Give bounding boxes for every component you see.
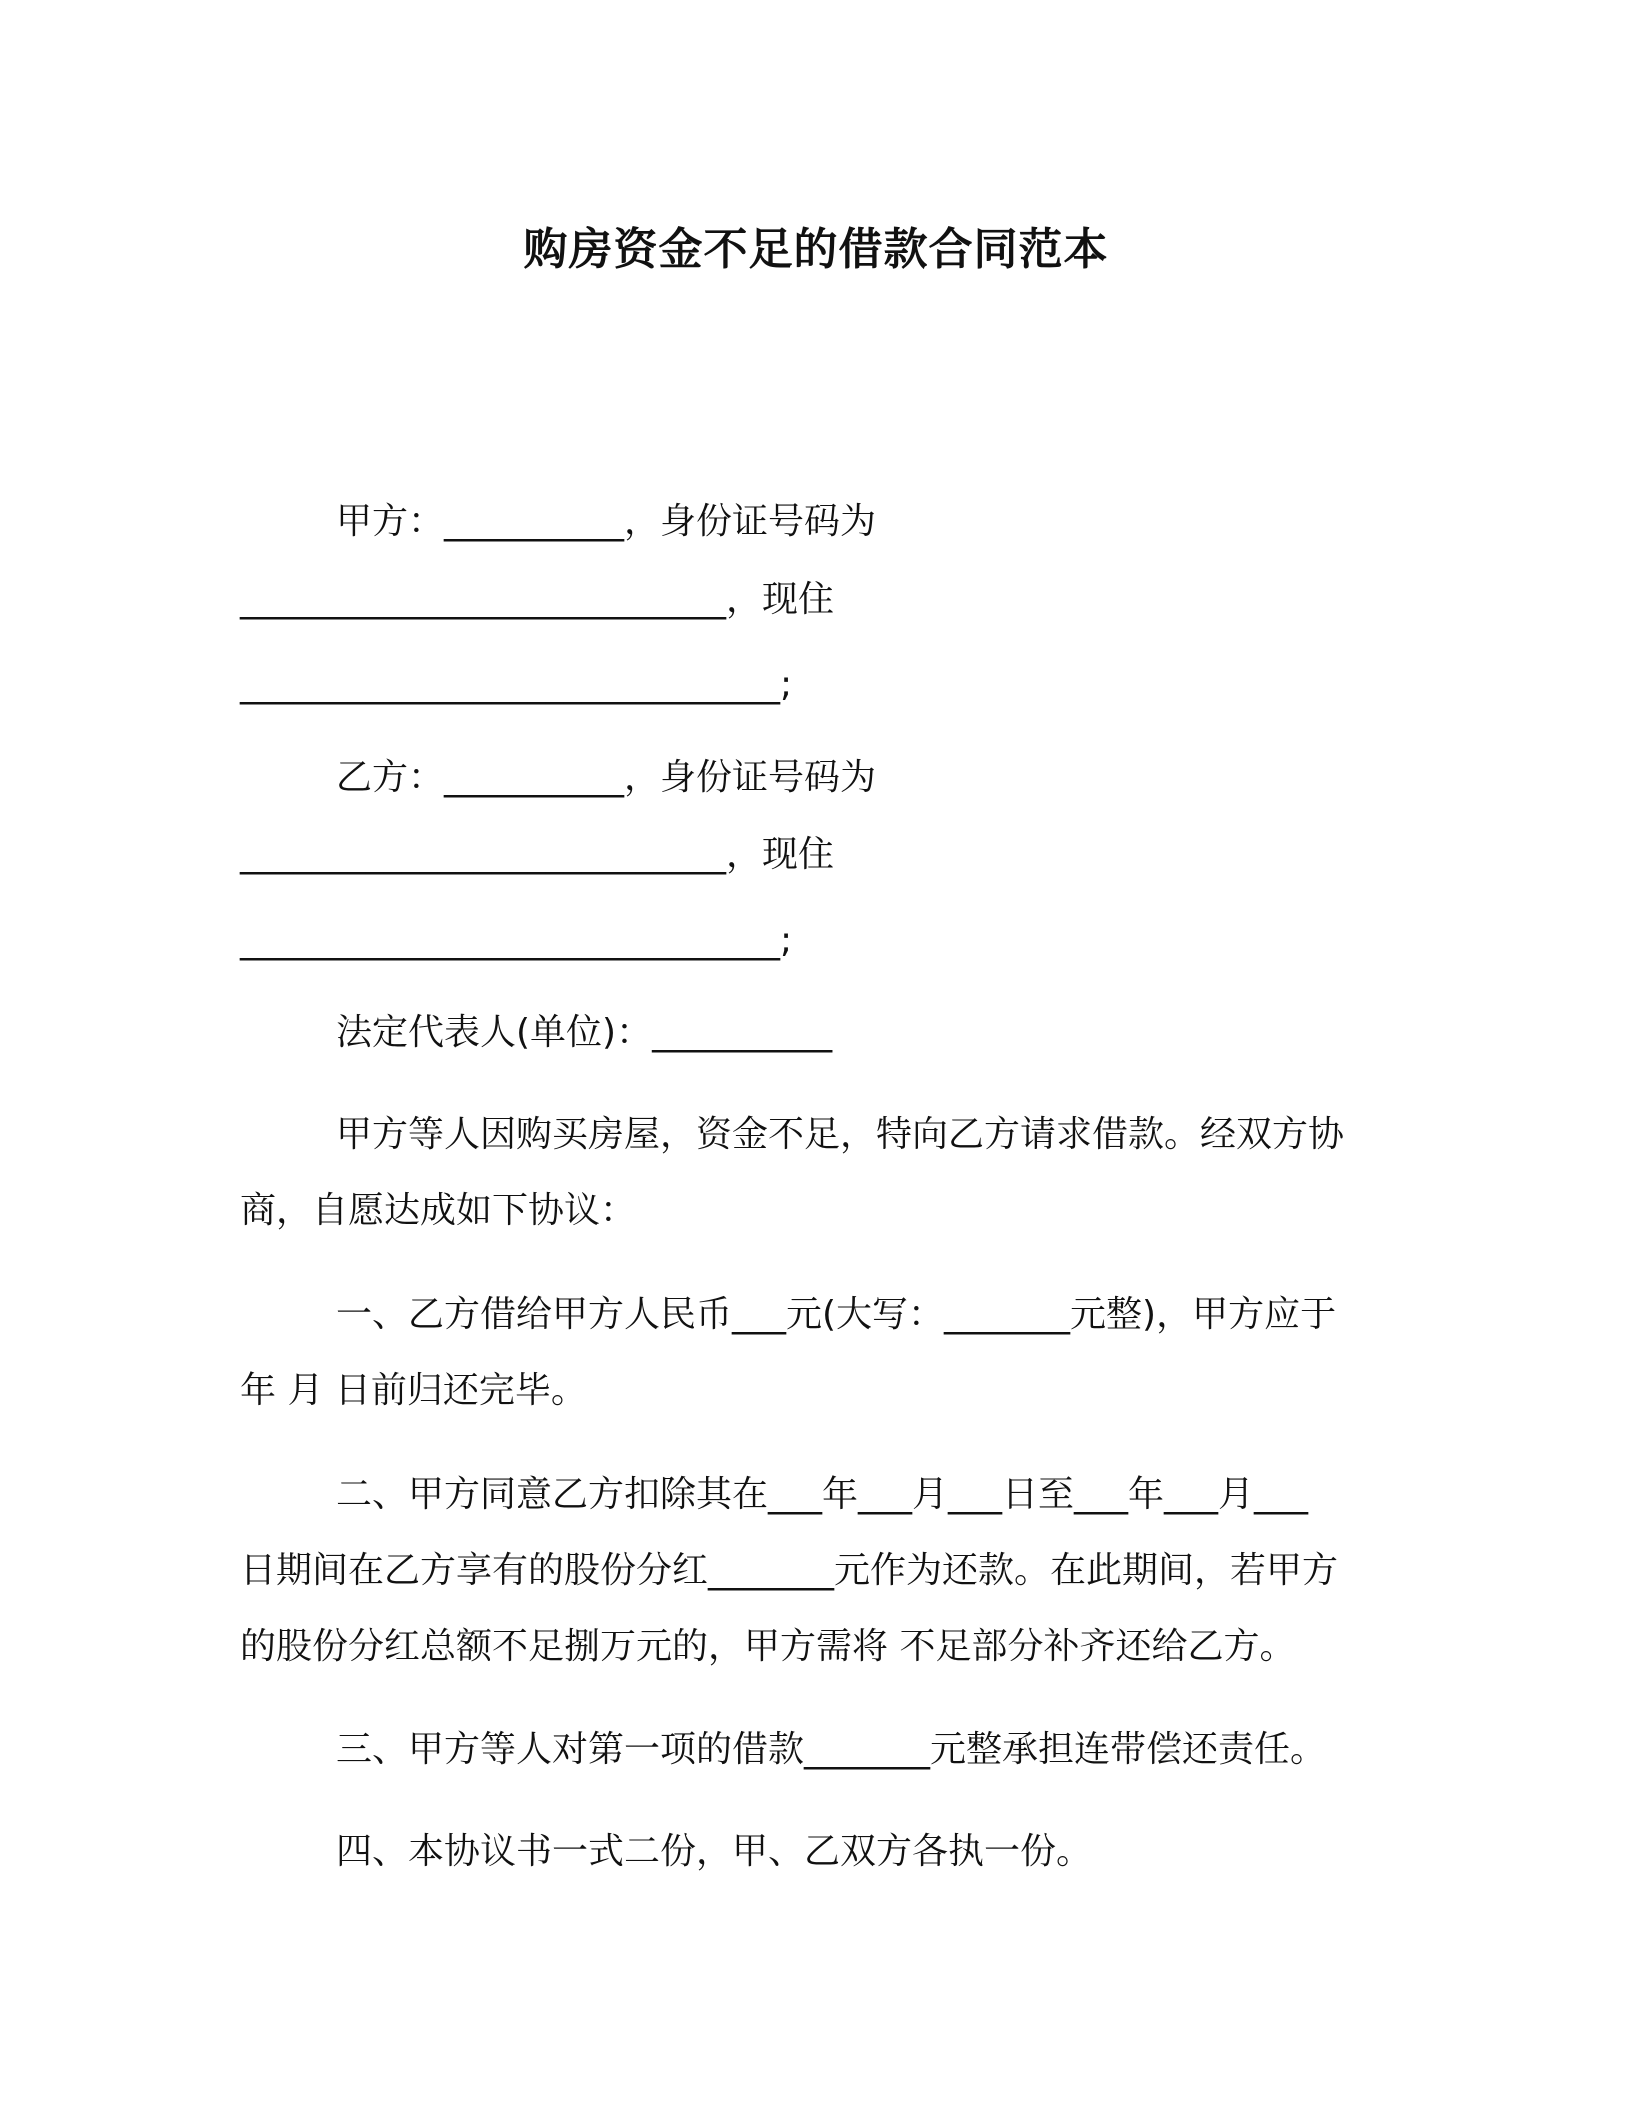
clause-1-line-2: 年 月 日前归还完毕。 [240, 1370, 587, 1411]
clause-2-line-3: 的股份分红总额不足捌万元的，甲方需将 不足部分补齐还给乙方。 [240, 1626, 1296, 1667]
document-title: 购房资金不足的借款合同范本 [523, 224, 1109, 275]
party-a-address-line: ______________________________; [240, 664, 793, 705]
party-a-line: 甲方：__________，身份证号码为 [336, 501, 877, 542]
clause-1-line-1: 一、乙方借给甲方人民币___元(大写：_______元整)，甲方应于 [336, 1294, 1337, 1335]
party-b-line: 乙方：__________，身份证号码为 [336, 757, 877, 798]
legal-representative-line: 法定代表人(单位)：__________ [336, 1012, 833, 1053]
party-b-id-line: ___________________________，现住 [240, 834, 835, 875]
clause-3-line: 三、甲方等人对第一项的借款_______元整承担连带偿还责任。 [336, 1729, 1327, 1770]
clause-2-line-2: 日期间在乙方享有的股份分红_______元作为还款。在此期间，若甲方 [240, 1550, 1339, 1591]
preamble-line-1: 甲方等人因购买房屋，资金不足，特向乙方请求借款。经双方协 [336, 1114, 1345, 1155]
clause-4-line: 四、本协议书一式二份，甲、乙双方各执一份。 [336, 1831, 1093, 1872]
party-a-id-line: ___________________________，现住 [240, 579, 835, 620]
clause-2-line-1: 二、甲方同意乙方扣除其在___年___月___日至___年___月___ [336, 1474, 1309, 1515]
party-b-address-line: ______________________________; [240, 920, 793, 961]
preamble-line-2: 商，自愿达成如下协议： [240, 1190, 637, 1231]
